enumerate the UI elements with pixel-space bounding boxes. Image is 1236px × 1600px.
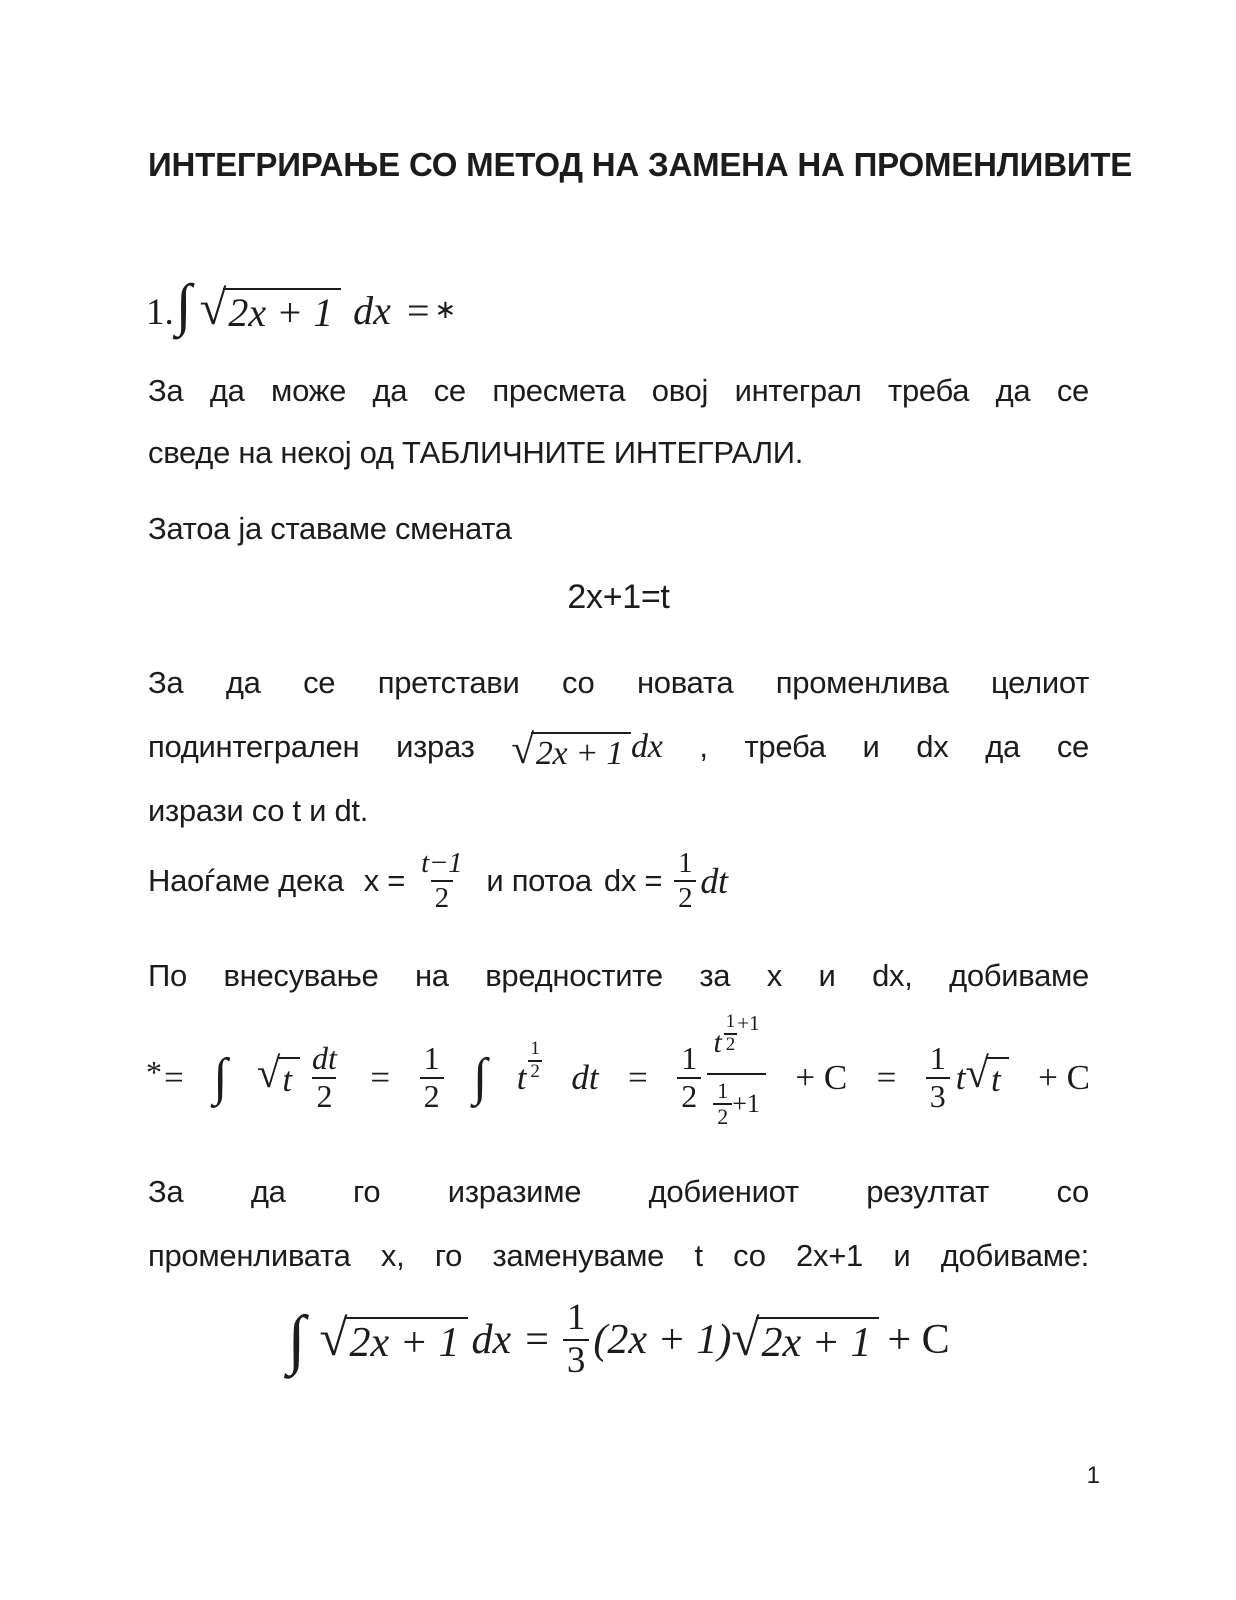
line-text: подинтегрален израз <box>148 729 475 764</box>
fraction-denominator: 2 <box>677 1077 701 1115</box>
big-fraction <box>707 1010 766 1130</box>
big-fraction-denominator <box>707 1073 766 1130</box>
dx-equals: dx = <box>603 863 663 898</box>
radicand: 2x + 1 <box>345 1317 468 1367</box>
equals-sign: = <box>164 1058 184 1097</box>
paragraph-line: изрази со t и dt. <box>148 793 369 828</box>
fraction-denominator: 2 <box>725 1033 736 1055</box>
radical-sign: √ <box>199 281 227 335</box>
paragraph-after-substitution <box>148 945 1089 1007</box>
star-equals <box>146 1053 184 1098</box>
fraction-t-minus-1-over-2 <box>417 847 466 916</box>
fraction-numerator: 1 <box>566 1297 586 1339</box>
integral-sign: ∫ <box>175 272 192 337</box>
variable-t: t <box>713 1025 722 1059</box>
inline-square-root <box>511 726 631 773</box>
fraction-denominator: 2 <box>431 880 453 915</box>
fraction-numerator: 1 <box>929 1040 946 1077</box>
paragraph-line: сведе на некој од ТАБЛИЧНИТЕ ИНТЕГРАЛИ. <box>148 435 804 470</box>
radicand: t <box>986 1057 1009 1099</box>
fraction-one-third <box>563 1298 590 1381</box>
integral-sign: ∫ <box>473 1049 488 1106</box>
fraction-numerator: 1 <box>681 1040 698 1077</box>
one-third-t-sqrt-t <box>926 1041 1009 1115</box>
paragraph-intro <box>148 360 1089 484</box>
fraction-one-half <box>677 1041 701 1115</box>
radical-sign: √ <box>319 1309 348 1367</box>
line-text: Наоѓаме дека <box>148 863 344 898</box>
fraction-numerator: t−1 <box>421 846 463 879</box>
sqrt-t-times-dt-over-2 <box>257 1041 341 1115</box>
exponent-one-half <box>724 1012 738 1056</box>
fraction-dt-over-2 <box>308 1041 341 1115</box>
radicand: t <box>277 1057 300 1099</box>
fraction-numerator: 1 <box>724 1012 738 1035</box>
radical-sign: √ <box>731 1309 760 1367</box>
differential-dt: dt <box>571 1058 599 1097</box>
fraction-one-half <box>713 1079 732 1130</box>
equals-sign: = <box>876 1058 897 1097</box>
fraction-denominator: 2 <box>420 1077 444 1115</box>
radical-sign: √ <box>965 1050 989 1098</box>
integral-sign: ∫ <box>287 1303 306 1376</box>
fraction-denominator: 2 <box>530 1061 540 1082</box>
paragraph-line: Затоа ја ставаме смената <box>148 511 512 546</box>
fraction-numerator: 1 <box>717 1077 729 1103</box>
paragraph-line: За да го изразиме добиениот резултат со <box>148 1174 1089 1209</box>
paragraph-line <box>148 715 1089 779</box>
paragraph-result-intro <box>148 1160 1089 1288</box>
fraction-denominator: 2 <box>674 880 696 915</box>
radical-sign: √ <box>256 1050 281 1098</box>
fraction-numerator: dt <box>312 1040 337 1077</box>
radicand: 2x + 1 <box>531 732 631 773</box>
square-root-t <box>965 1050 1009 1099</box>
equation-final-result <box>148 1280 1089 1400</box>
fraction-denominator: 2 <box>312 1077 336 1115</box>
equals-sign: = <box>628 1058 648 1097</box>
square-root <box>731 1309 879 1367</box>
fraction-numerator: 1 <box>423 1040 440 1077</box>
asterisk-marker: ∗ <box>434 294 457 324</box>
fraction-one-half <box>420 1041 444 1115</box>
differential-dx: dx <box>471 1317 512 1363</box>
integral-sign: ∫ <box>213 1049 228 1106</box>
page-title: ИНТЕГРИРАЊЕ СО МЕТОД НА ЗАМЕНА НА ПРОМЕНЛИВИТЕ <box>148 146 1133 183</box>
differential-dx: dx <box>353 288 391 333</box>
radical-sign: √ <box>511 726 534 772</box>
equals-sign: = <box>525 1317 549 1363</box>
fraction-denominator: 3 <box>563 1339 590 1382</box>
parenthesized-term: (2x + 1) <box>593 1317 732 1363</box>
asterisk-marker: * <box>146 1053 162 1090</box>
equation-finding-x-dx <box>148 826 728 936</box>
equation-problem <box>146 272 457 337</box>
paragraph-line: За да може да се пресмета овој интеграл треба да се <box>148 373 1089 408</box>
line-text: , треба и dx да се <box>699 729 1089 764</box>
substitution-equation: 2x+1=t <box>567 578 670 616</box>
fraction-one-third <box>926 1041 950 1115</box>
plus-c: + C <box>887 1317 950 1363</box>
paragraph-line: променливата x, го заменуваме t со 2x+1 и добиваме: <box>148 1238 1089 1273</box>
x-equals: x = <box>363 863 406 898</box>
page-number: 1 <box>1086 1462 1100 1489</box>
equation-derivation <box>146 1012 1090 1144</box>
exponent-one-half <box>528 1039 542 1083</box>
radicand: 2x + 1 <box>223 288 341 336</box>
differential-dx: dx <box>631 728 663 765</box>
variable-t: t <box>955 1058 966 1097</box>
equals-sign: = <box>370 1058 391 1097</box>
paragraph-line: За да се претстави со новата променлива целиот <box>148 665 1089 700</box>
fraction-denominator: 2 <box>713 1103 732 1130</box>
fraction-numerator: 1 <box>678 846 693 879</box>
equals-sign: = <box>406 288 430 333</box>
line-text: и потоа <box>486 863 592 898</box>
variable-t: t <box>516 1058 527 1097</box>
equation-number: 1. <box>146 292 174 333</box>
paragraph-substitution-intro <box>148 498 1089 560</box>
square-root <box>319 1309 467 1367</box>
half-times-big-fraction <box>677 1010 766 1130</box>
paragraph-explanation <box>148 651 1089 843</box>
paragraph-line: По внесување на вредностите за x и dx, добиваме <box>148 958 1089 993</box>
differential-dt: dt <box>700 861 728 901</box>
plus-one: +1 <box>737 1010 760 1035</box>
fraction-denominator: 3 <box>926 1077 950 1115</box>
fraction-one-half <box>674 847 696 916</box>
square-root-t <box>256 1050 300 1099</box>
square-root <box>199 281 342 336</box>
big-fraction-numerator <box>707 1010 765 1073</box>
radicand: 2x + 1 <box>756 1317 879 1367</box>
plus-c: + C <box>795 1058 848 1097</box>
t-to-one-half <box>516 1038 542 1100</box>
plus-c: + C <box>1038 1058 1090 1097</box>
plus-one: +1 <box>732 1089 760 1119</box>
fraction-numerator: 1 <box>528 1039 542 1062</box>
